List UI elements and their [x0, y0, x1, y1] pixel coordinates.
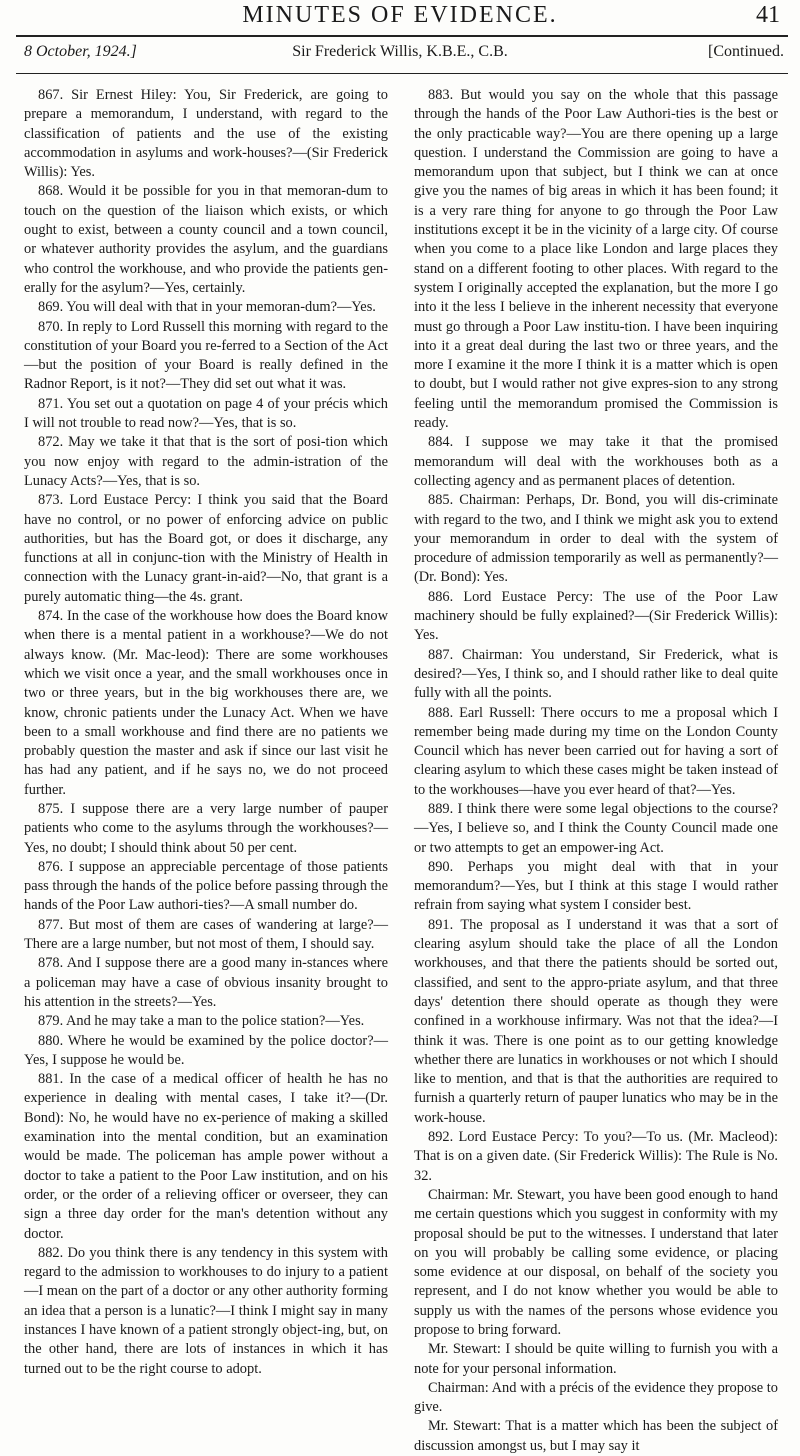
evidence-paragraph: 870. In reply to Lord Russell this morning with regard to the constitution of your Board you re-ferred to a Section of the Act—but the position of your Board is really defined in the Radnor Report, is it not?—They did set out what it was.: [24, 318, 388, 393]
evidence-paragraph: Mr. Stewart: That is a matter which has been the subject of discussion amongst us, but I may say it: [414, 1418, 778, 1454]
evidence-paragraph: 891. The proposal as I understand it was that a sort of clearing asylum should take the place of all the London workhouses, and that there the patients should be sorted out, classified, and sent to the appro-priate asylum, and that three days' detention there should operate as though they were confined in a workhouse infirmary. Was not that the idea?—I think it was. There is one point as to our getting knowledge whether there are lunatics in workhouses or not which I should like to mention, and that is that the authorities are required to furnish a quarterly return of pauper lunatics who may be in the work-house.: [414, 916, 778, 1126]
evidence-paragraph: 888. Earl Russell: There occurs to me a proposal which I remember being made during my time on the London County Council which has never been carried out for having a sort of clearing asylum to which these cases might be taken instead of to the workhouses—have you ever heard of that?—Yes.: [414, 704, 778, 798]
subheader-rule: [16, 73, 788, 74]
sitting-date: 8 October, 1924.]: [24, 43, 137, 60]
evidence-paragraph: 889. I think there were some legal objections to the course?—Yes, I believe so, and I think the County Council made one or two attempts to get an empower-ing Act.: [414, 800, 778, 856]
evidence-paragraph: 872. May we take it that that is the sort of posi-tion which you now enjoy with regard to the admin-istration of the Lunacy Acts?—Yes, that is so.: [24, 434, 388, 489]
evidence-paragraph: 876. I suppose an appreciable percentage of those patients pass through the hands of the police before passing through the hands of the Poor Law authori-ties?—A small number do.: [24, 858, 388, 914]
evidence-paragraph: 877. But most of them are cases of wandering at large?—There are a large number, but not most of them, I should say.: [24, 916, 388, 953]
header-rule: [16, 35, 788, 37]
evidence-paragraph: 881. In the case of a medical officer of health he has no experience in dealing with mental cases, I take it?—(Dr. Bond): No, he would have no ex-perience of making a skilled examination into the mental condition, but an examination would be made. The policeman has ample power without a doctor to take a patient to the Poor Law institution, and on his order, or the order of a relieving officer or overseer, they can sign a three day order for the man's detention without any doctor.: [24, 1071, 388, 1242]
evidence-paragraph: Chairman: And with a précis of the evidence they propose to give.: [414, 1379, 778, 1416]
evidence-paragraph: 875. I suppose there are a very large number of pauper patients who come to the asylums through the workhouses?—Yes, no doubt; I should think about 50 per cent.: [24, 800, 388, 856]
evidence-paragraph: 892. Lord Eustace Percy: To you?—To us. (Mr. Macleod): That is on a given date. (Sir Frederick Willis): The Rule is No. 32.: [414, 1129, 778, 1184]
continued-note: [Continued.: [708, 43, 784, 60]
evidence-paragraph: Chairman: Mr. Stewart, you have been good enough to hand me certain questions which you suggest in conformity with my proposal should be put to the witnesses. I understand that later on you will probably be calling some evidence, or placing some evidence at our disposal, on behalf of the society you represent, and I do not know whether you would be able to supply us with the names of the persons whose evidence you propose to bring forward.: [414, 1186, 778, 1338]
evidence-paragraph: 871. You set out a quotation on page 4 of your précis which I will not trouble to read now?—Yes, that is so.: [24, 395, 388, 432]
evidence-paragraph: 882. Do you think there is any tendency in this system with regard to the admission to workhouses to do injury to a patient—I mean on the part of a doctor or any other authority forming an idea that a person is a lunatic?—I think I might say in many instances I have known of a patient strongly object-ing, but, on the other hand, there are lots of instances in which it has turned out to be the right course to adopt.: [24, 1244, 388, 1377]
evidence-paragraph: 868. Would it be possible for you in that memoran-dum to touch on the question of the liaison which exists, or which ought to exist, between a county council and a town council, or whatever authority provides the asylum, and the guardians who control the workhouse, and who provide the patients gen-erally for the asylum?—Yes, certainly.: [24, 183, 388, 296]
evidence-paragraph: 874. In the case of the workhouse how does the Board know when there is a mental patient in a workhouse?—We do not always know. (Mr. Mac-leod): There are some workhouses which we visit once a year, and the small workhouses once in two or three years, but in the big workhouses there are, we know, chronic patients under the Lunacy Act. When we have been to a small workhouse and find there are no patients we probably question the master and ask if since our last visit he has had any patient, and if he says no, we do not proceed further.: [24, 608, 388, 798]
evidence-paragraph: 867. Sir Ernest Hiley: You, Sir Frederick, are going to prepare a memorandum, I understand, with regard to the classification of patients and the use of the existing accommodation in asylums and work-houses?—(Sir Frederick Willis): Yes.: [24, 87, 388, 181]
evidence-paragraph: 887. Chairman: You understand, Sir Frederick, what is desired?—Yes, I think so, and I should rather like to deal quite fully with all the points.: [414, 646, 778, 702]
evidence-paragraph: 890. Perhaps you might deal with that in your memorandum?—Yes, but I think at this stage I would rather refrain from saying what system I consider best.: [414, 858, 778, 914]
witness-name: Sir Frederick Willis, K.B.E., C.B.: [292, 43, 508, 60]
evidence-paragraph: 878. And I suppose there are a good many in-stances where a policeman may have a case of obvious insanity brought to his attention in the streets?—Yes.: [24, 955, 388, 1010]
evidence-paragraph: 886. Lord Eustace Percy: The use of the Poor Law machinery should be fully explained?—(Sir Frederick Willis): Yes.: [414, 588, 778, 644]
evidence-paragraph: 883. But would you say on the whole that this passage through the hands of the Poor Law Authori-ties is the best or the only practicable way?—You are there opening up a large question. I understand the Commission are going to have a memorandum upon that subject, but I think we can at once give you the names of big areas in which it has been found; it is a very rare thing for anyone to go through the Poor Law institutions except it be in the vicinity of a large city. Of course when you come to a place like London and large places they stand on a different footing to other places. With regard to the system I originally accepted the explanation, but the more I go into it the less I believe in the inherent necessity that everyone must go through a Poor Law institu-tion. I have been inquiring into it a great deal during the last two or three years, and the more I examine it the more I think it is a matter which is open to doubt, but I would rather not give expres-sion to any strong feeling until the memorandum promised the Commission is ready.: [414, 87, 778, 432]
evidence-paragraph: 885. Chairman: Perhaps, Dr. Bond, you will dis-criminate with regard to the two, and I think we might ask you to extend your memorandum in order to deal with the system of procedure of admission temporarily as well as permanently?—(Dr. Bond): Yes.: [414, 492, 778, 586]
evidence-paragraph: 880. Where he would be examined by the police doctor?—Yes, I suppose he would be.: [24, 1032, 388, 1068]
evidence-paragraph: Mr. Stewart: I should be quite willing to furnish you with a note for your personal information.: [414, 1341, 778, 1377]
evidence-paragraph: 873. Lord Eustace Percy: I think you said that the Board have no control, or no power of enforcing advice on public authorities, but has the Board got, or does it discharge, any functions at all in conjunc-tion with the Ministry of Health in connection with the Lunacy grant-in-aid?—No, that grant is a purely automatic thing—the 4s. grant.: [24, 492, 388, 605]
running-title: MINUTES OF EVIDENCE.: [242, 2, 558, 28]
evidence-paragraph: 869. You will deal with that in your memoran-dum?—Yes.: [38, 299, 376, 316]
evidence-paragraph: 884. I suppose we may take it that the promised memorandum will deal with the workhouses both as a collecting agency and as permanent places of detention.: [414, 434, 778, 489]
evidence-paragraph: 879. And he may take a man to the police station?—Yes.: [38, 1013, 365, 1030]
left-column: [24, 86, 388, 1377]
right-column: [414, 86, 778, 1454]
page-number: 41: [756, 2, 780, 28]
